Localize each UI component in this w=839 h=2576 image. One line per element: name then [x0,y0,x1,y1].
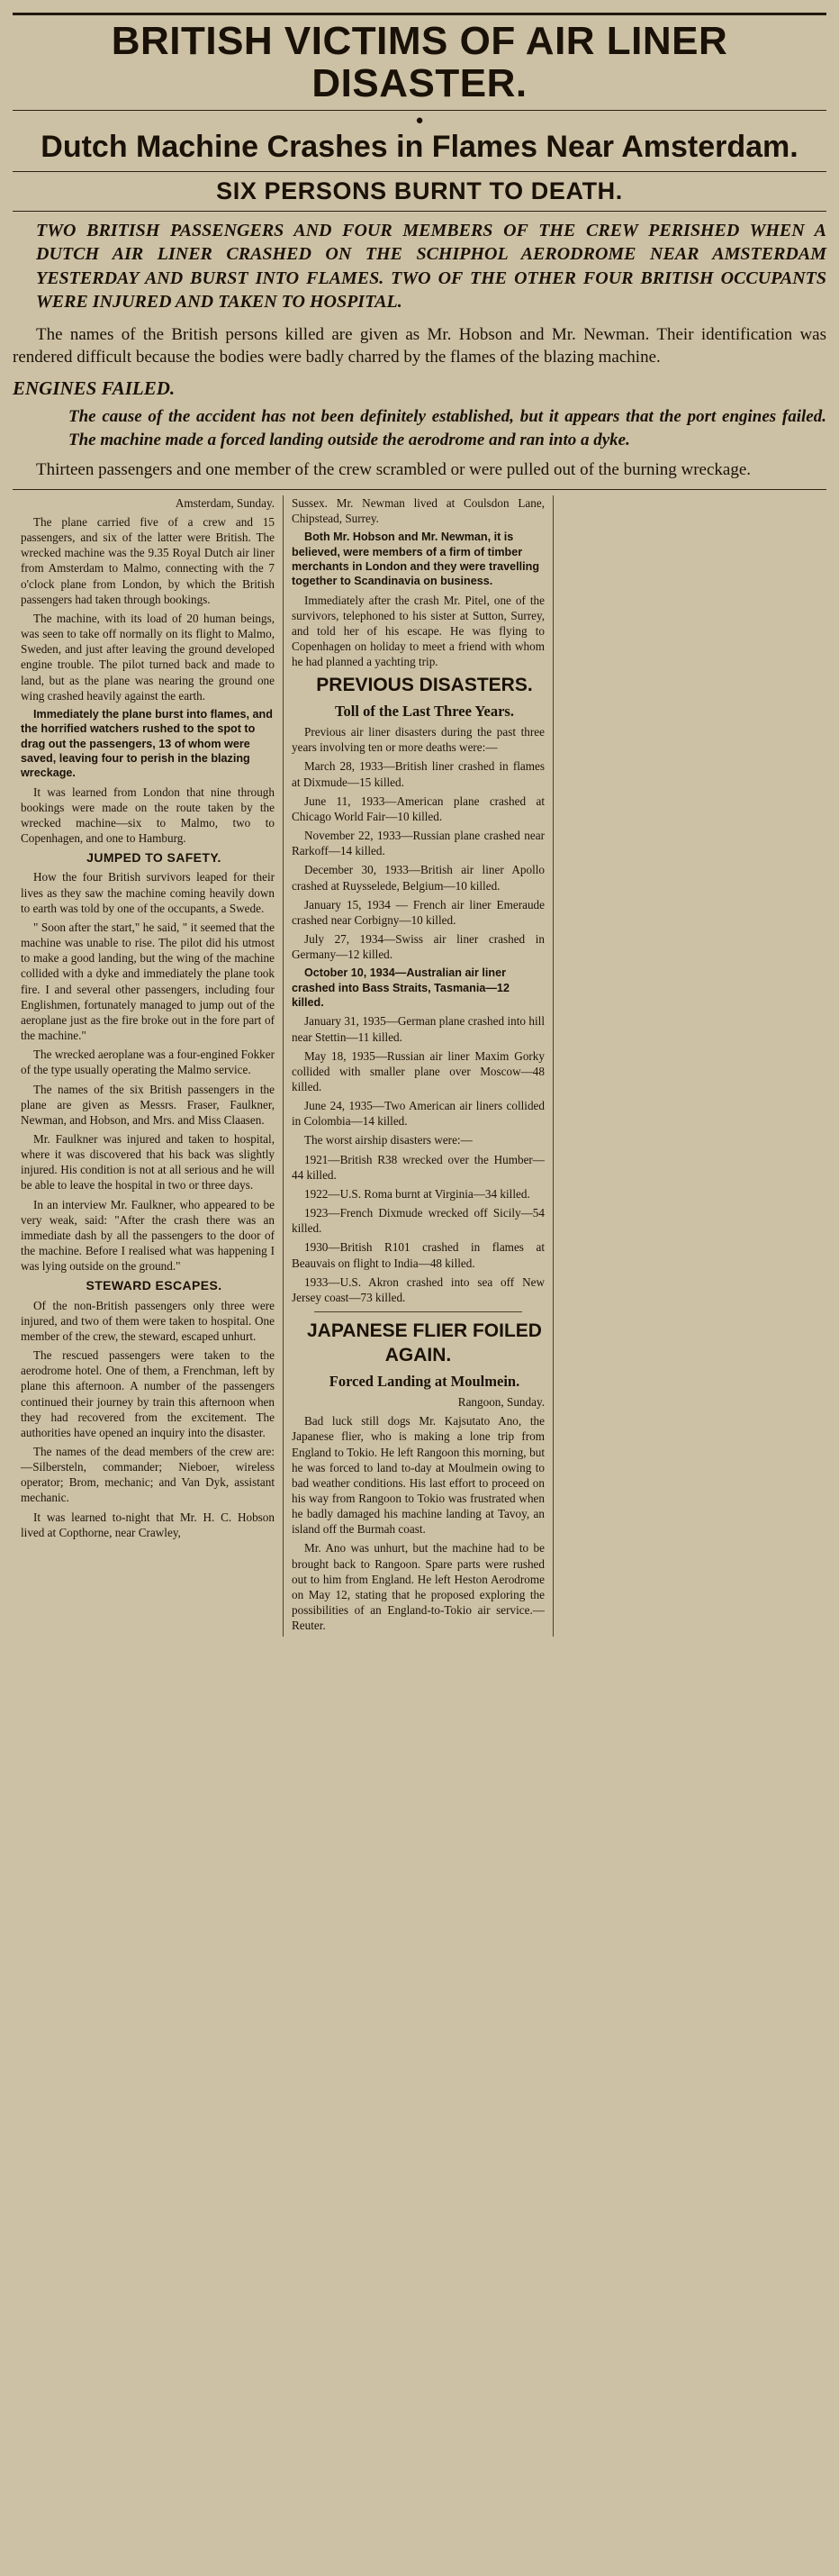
list-item: November 22, 1933—Russian plane crashed near Rarkoff—14 killed. [292,829,545,858]
column-left [13,495,283,1637]
list-item: 1933—U.S. Akron crashed into sea off New Jersey coast—73 killed. [292,1274,545,1304]
dateline-rangoon: Rangoon, Sunday. [457,1395,545,1410]
paragraph: The wrecked aeroplane was a four-engined Fokker of the type usually operating the Malmo service. [21,1048,275,1077]
list-item: December 30, 1933—British air liner Apollo crashed at Ruysselede, Belgium—10 killed. [292,863,545,893]
column-middle [283,495,553,1637]
paragraph: " Soon after the start," he said, " it seemed that the machine was unable to rise. The pilot did his utmost to make a good landing, but the wing of the machine collided with a dyke and immediately the plane took fire. I and several other passengers, including four Englishmen, fortunately managed to jump out of the aeroplane just as the fire broke out in the fore part of the machine." [21,920,275,1043]
divider-1 [13,110,826,111]
article-columns [13,489,826,1637]
paragraph: The names of the dead members of the crew are:—Silbersteln, commander; Nieboer, wireless operator; Brom, mechanic; and Van Dyk, assistant mechanic. [21,1444,275,1505]
list-item: 1921—British R38 wrecked over the Humber—44 killed. [292,1152,545,1182]
paragraph: The machine, with its load of 20 human beings, was seen to take off normally on its flight to Malmo, Sweden, and just after leaving the ground developed engine trouble. The pilot turned back and made to land, but as the plane was nearing the ground one wing crashed heavily against the earth. [21,611,275,703]
crosshead-steward-escapes: STEWARD ESCAPES. [86,1278,222,1293]
intro-paragraph: The names of the British persons killed are given as Mr. Hobson and Mr. Newman. Their identification was rendered difficult because the bodies were badly charred by the flames of the blazing machine. [13,324,826,367]
list-item: The worst airship disasters were:— [304,1133,473,1147]
paragraph: Of the non-British passengers only three were injured, and two of them were taken to hospital. One member of the crew, the steward, escaped unhurt. [21,1298,275,1343]
list-item: June 11, 1933—American plane crashed at Chicago World Fair—10 killed. [292,794,545,823]
list-item: 1922—U.S. Roma burnt at Virginia—34 killed. [304,1186,530,1201]
top-rule [13,13,826,15]
paragraph: The names of the six British passengers in the plane are given as Messrs. Fraser, Faulkner, Newman, and Hobson, and Mrs. and Miss Claasen. [21,1082,275,1127]
list-item: 1930—British R101 crashed in flames at Beauvais on flight to India—48 killed. [292,1240,545,1270]
list-item: March 28, 1933—British liner crashed in flames at Dixmude—15 killed. [292,759,545,789]
paragraph: It was learned from London that nine through bookings were made on the route taken by the wrecked machine—six to Malmo, two to Copenhagen, and one to Hamburg. [21,785,275,846]
paragraph: It was learned to-night that Mr. H. C. Hobson lived at Copthorne, near Crawley, [21,1510,275,1539]
paragraph: In an interview Mr. Faulkner, who appeared to be very weak, said: "After the crash there was an immediate dash by all the passengers to the door of the machine. Before I realised what was happening I was lying outside on the ground." [21,1197,275,1274]
paragraph: Previous air liner disasters during the past three years involving ten or more deaths were:— [292,725,545,755]
divider-3 [13,211,826,212]
subheadline-primary: Dutch Machine Crashes in Flames Near Amsterdam. [41,130,798,165]
standfirst: TWO BRITISH PASSENGERS AND FOUR MEMBERS OF THE CREW PERISHED WHEN A DUTCH AIR LINER CRASHED ON THE SCHIPHOL AERODROME NEAR AMSTERDAM YESTERDAY AND BURST INTO FLAMES. TWO OF THE OTHER FOUR BRITISH OCCUPANTS WERE INJURED AND TAKEN TO HOSPITAL. [36,221,826,313]
list-item: January 15, 1934 — French air liner Emeraude crashed near Corbigny—10 killed. [292,897,545,927]
engines-failed-text: The cause of the accident has not been definitely established, but it appears that the port engines failed. The machine made a forced landing outside the aerodrome and ran into a dyke. [68,407,826,449]
paragraph: Immediately after the crash Mr. Pitel, one of the survivors, telephoned to his sister at Sutton, Surrey, and told her of his escape. He was flying to Copenhagen on holiday to meet a friend with whom he had planned a yachting trip. [292,593,545,669]
paragraph: How the four British survivors leaped for their lives as they saw the machine coming heavily down to earth was told by one of the occupants, a Swede. [21,870,275,915]
dot-separator-1: ● [415,113,424,129]
section-subheading-toll: Toll of the Last Three Years. [335,702,514,720]
section-heading-previous-disasters: PREVIOUS DISASTERS. [316,675,533,696]
section-heading-engines-failed: ENGINES FAILED. [13,377,176,400]
paragraph: Mr. Faulkner was injured and taken to hospital, where it was discovered that his back was slightly injured. His condition is not at all serious and he will be able to leave the hospital in two or three days. [21,1131,275,1193]
list-item: May 18, 1935—Russian air liner Maxim Gorky collided with smaller plane over Moscow—48 killed. [292,1048,545,1093]
paragraph: Sussex. Mr. Newman lived at Coulsdon Lane, Chipstead, Surrey. [292,495,545,525]
section-heading-japanese-flier: JAPANESE FLIER FOILED AGAIN. [307,1320,542,1366]
divider-column [314,1311,521,1312]
list-item: June 24, 1935—Two American air liners collided in Colombia—14 killed. [292,1099,545,1129]
divider-2 [13,171,826,172]
dateline-amsterdam: Amsterdam, Sunday. [175,495,275,510]
highlight-block-timber-merchants: Both Mr. Hobson and Mr. Newman, it is believed, were members of a firm of timber merchants in London and they were travelling together to Scandinavia on business. [292,531,540,588]
section-subheading-forced-landing: Forced Landing at Moulmein. [329,1372,520,1390]
highlight-block-flames: Immediately the plane burst into flames, and the horrified watchers rushed to the spot to drag out the passengers, 13 of whom were saved, leaving four to perish in the blazing wreckage. [21,707,273,780]
highlight-list-item-bass-straits: October 10, 1934—Australian air liner crashed into Bass Straits, Tasmania—12 killed. [292,966,510,1010]
list-item: July 27, 1934—Swiss air liner crashed in Germany—12 killed. [292,931,545,962]
paragraph: The rescued passengers were taken to the aerodrome hotel. One of them, a Frenchman, left by plane this afternoon. A number of the passengers continued their journey by train this afternoon when they had recovered from the excitement. The authorities have opened an inquiry into the disaster. [21,1348,275,1439]
subheadline-secondary: SIX PERSONS BURNT TO DEATH. [216,177,623,205]
crosshead-jumped-to-safety: JUMPED TO SAFETY. [86,850,221,866]
paragraph: Mr. Ano was unhurt, but the machine had to be brought back to Rangoon. Spare parts were rushed out to him from England. He left Heston Aerodrome on May 12, stating that he proposed exploring the possibilities of an England-to-Tokio air service.—Reuter. [292,1541,545,1633]
page-title: BRITISH VICTIMS OF AIR LINER DISASTER. [111,19,728,105]
paragraph: Bad luck still dogs Mr. Kajsutato Ano, the Japanese flier, who is making a lone trip from England to Tokio. He left Rangoon this morning, but he was forced to land to-day at Moulmein owing to bad weather conditions. His last effort to proceed on his way from Rangoon to Tokio was frustrated when he badly damaged his machine landing at Tavoy, an island off the Burmah coast. [292,1414,545,1537]
scrambled-paragraph: Thirteen passengers and one member of the crew scrambled or were pulled out of the burning wreckage. [36,460,752,480]
paragraph: The plane carried five of a crew and 15 passengers, and six of the latter were British. The wrecked machine was the 9.35 Royal Dutch air liner from Amsterdam to Malmo, connecting with the 7 o'clock plane from London, by which the British passengers had taken through bookings. [21,515,275,606]
list-item: January 31, 1935—German plane crashed into hill near Stettin—11 killed. [292,1014,545,1044]
column-right [553,495,823,1637]
list-item: 1923—French Dixmude wrecked off Sicily—54 killed. [292,1206,545,1236]
